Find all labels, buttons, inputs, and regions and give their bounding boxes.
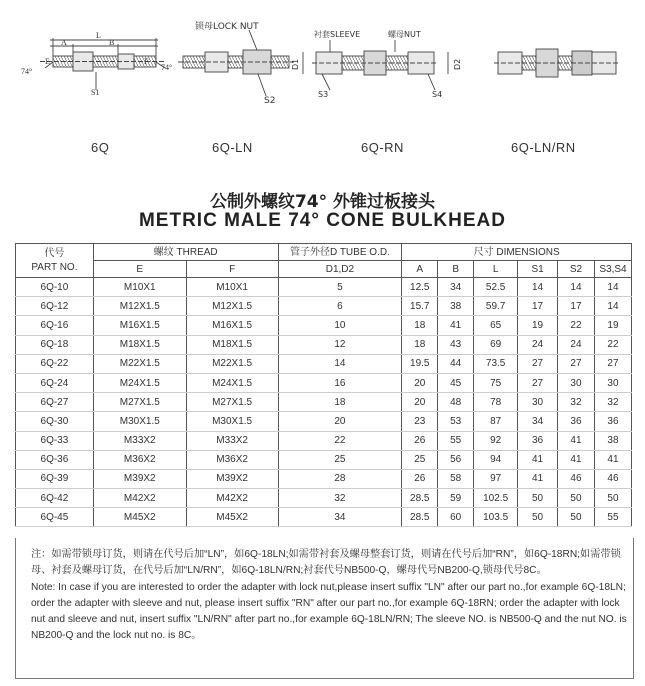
table-cell: 50 [518,508,558,527]
header-part-cn: 代号 [44,247,65,259]
table-cell: 32 [594,393,631,412]
variant-label-6q: 6Q [91,140,110,155]
table-row [16,278,632,297]
table-row [16,508,632,527]
dim-b-label: B [109,38,115,47]
table-row [16,335,632,354]
table-cell: 22 [594,335,631,354]
table-cell: 41 [518,450,558,469]
table-cell: 6Q-30 [16,412,94,431]
tag-d1: D1 [291,58,300,70]
table-cell: 28.5 [402,489,438,508]
table-cell: 92 [474,431,518,450]
table-cell: 27 [518,354,558,373]
table-cell: 27 [518,373,558,392]
table-cell: 12.5 [402,278,438,297]
table-cell: 38 [594,431,631,450]
table-row [16,412,632,431]
dim-e-label: E [45,57,50,66]
table-cell: M10X1 [93,278,186,297]
table-cell: 25 [278,450,402,469]
table-cell: M10X1 [186,278,278,297]
table-cell: 24 [518,335,558,354]
table-cell: 43 [438,335,474,354]
header-tube-od: 管子外径D TUBE O.D. [278,244,402,261]
table-cell: 52.5 [474,278,518,297]
table-cell: M12X1.5 [186,297,278,316]
table-row [16,393,632,412]
table-cell: 6Q-45 [16,508,94,527]
header-s1: S1 [518,261,558,278]
drawing-6q-ln-rn [494,49,620,77]
table-cell: M12X1.5 [93,297,186,316]
table-cell: 24 [558,335,595,354]
table-cell: 5 [278,278,402,297]
table-cell: M16X1.5 [186,316,278,335]
table-cell: 10 [278,316,402,335]
table-cell: 14 [278,354,402,373]
table-row [16,469,632,488]
table-cell: 34 [278,508,402,527]
table-cell: 17 [518,297,558,316]
tag-s3: S3 [318,90,329,99]
callout-sleeve: 衬套SLEEVE [314,30,361,39]
table-row [16,297,632,316]
table-cell: 6Q-10 [16,278,94,297]
table-cell: M24X1.5 [93,373,186,392]
table-cell: M33X2 [186,431,278,450]
table-cell: 28.5 [402,508,438,527]
table-cell: M42X2 [186,489,278,508]
table-cell: 32 [278,489,402,508]
table-cell: 87 [474,412,518,431]
table-cell: 15.7 [402,297,438,316]
table-cell: M18X1.5 [186,335,278,354]
header-d: D1,D2 [278,261,402,278]
table-cell: 14 [558,278,595,297]
table-cell: 26 [402,431,438,450]
table-cell: M33X2 [93,431,186,450]
table-cell: 34 [518,412,558,431]
table-cell: 6Q-22 [16,354,94,373]
table-cell: M22X1.5 [93,354,186,373]
table-cell: 30 [594,373,631,392]
table-cell: 27 [558,354,595,373]
header-f: F [186,261,278,278]
table-cell: 26 [402,469,438,488]
tag-s2: S2 [264,96,276,106]
drawing-6q-ln [178,30,294,96]
header-b: B [438,261,474,278]
tag-d2: D2 [453,58,462,70]
table-cell: M30X1.5 [93,412,186,431]
table-cell: 55 [594,508,631,527]
table-cell: M27X1.5 [186,393,278,412]
table-cell: 20 [402,393,438,412]
table-cell: 50 [518,489,558,508]
table-cell: 44 [438,354,474,373]
table-cell: 6Q-24 [16,373,94,392]
table-cell: 6Q-16 [16,316,94,335]
table-cell: M39X2 [93,469,186,488]
table-cell: 19.5 [402,354,438,373]
header-part-no [16,244,94,278]
table-cell: 53 [438,412,474,431]
table-row [16,450,632,469]
title-english: METRIC MALE 74° CONE BULKHEAD [138,210,506,231]
table-cell: 30 [518,393,558,412]
dimension-table [15,243,632,527]
table-cell: M36X2 [186,450,278,469]
table-cell: 78 [474,393,518,412]
table-cell: 58 [438,469,474,488]
title-chinese: 公制外螺纹74° 外锥过板接头 [209,192,436,212]
variant-label-6q-ln-rn: 6Q-LN/RN [511,140,576,155]
table-cell: 102.5 [474,489,518,508]
table-cell: M45X2 [93,508,186,527]
dim-l-label: L [96,31,101,40]
note-english: Note: In case if you are interested to order the adapter with lock nut,please insert suffix "LN" after our part no.,for example 6Q-18LN; order the adapter with sleeve and nut, please insert suffix "RN" after our part no.,for example 6Q-18RN; order the adapter with lock nut and sleeve and nut, insert suffix "LN/RN" after part no.,for example 6Q-18LN/RN; The sleeve NO. is NB500-Q and the nut NO. is NB200-Q and the lock nut no. is 8C。 [31,581,627,642]
table-cell: 60 [438,508,474,527]
table-row [16,354,632,373]
table-cell: M45X2 [186,508,278,527]
table-cell: 19 [518,316,558,335]
drawing-6q-rn [303,40,448,90]
header-part-en: PART NO. [31,261,78,273]
table-cell: M36X2 [93,450,186,469]
table-cell: 17 [558,297,595,316]
table-cell: 14 [594,297,631,316]
table-cell: 20 [402,373,438,392]
table-cell: 6Q-42 [16,489,94,508]
table-cell: 18 [402,316,438,335]
table-cell: 36 [558,412,595,431]
table-cell: 73.5 [474,354,518,373]
table-cell: 6 [278,297,402,316]
table-cell: 69 [474,335,518,354]
table-cell: 55 [438,431,474,450]
table-cell: M16X1.5 [93,316,186,335]
variant-label-6q-rn: 6Q-RN [361,140,404,155]
table-cell: 20 [278,412,402,431]
dim-a-label: A [61,38,67,47]
table-cell: 97 [474,469,518,488]
table-cell: 41 [438,316,474,335]
table-cell: 36 [518,431,558,450]
table-row [16,373,632,392]
table-cell: 23 [402,412,438,431]
table-cell: 41 [518,469,558,488]
table-cell: 59.7 [474,297,518,316]
table-cell: 36 [594,412,631,431]
table-cell: 28 [278,469,402,488]
table-cell: 94 [474,450,518,469]
table-cell: 56 [438,450,474,469]
table-cell: 6Q-39 [16,469,94,488]
table-cell: 50 [558,508,595,527]
header-a: A [402,261,438,278]
header-e: E [93,261,186,278]
header-s34: S3,S4 [594,261,631,278]
table-cell: 75 [474,373,518,392]
table-body [16,278,632,527]
table-cell: 18 [278,393,402,412]
dim-f-label: F [144,57,149,66]
header-l: L [474,261,518,278]
callout-nut: 螺母NUT [388,30,421,39]
table-cell: 65 [474,316,518,335]
table-cell: 19 [594,316,631,335]
table-cell: 16 [278,373,402,392]
table-cell: 6Q-12 [16,297,94,316]
header-dimensions: 尺寸 DIMENSIONS [402,244,632,261]
table-cell: M22X1.5 [186,354,278,373]
table-cell: 103.5 [474,508,518,527]
table-cell: M39X2 [186,469,278,488]
table-cell: M30X1.5 [186,412,278,431]
table-cell: 6Q-18 [16,335,94,354]
angle-label-right: 74° [161,63,173,72]
table-cell: 50 [558,489,595,508]
header-s2: S2 [558,261,595,278]
table-cell: 41 [594,450,631,469]
tag-s4: S4 [432,90,443,99]
table-cell: 30 [558,373,595,392]
variant-label-6q-ln: 6Q-LN [212,140,253,155]
table-cell: M18X1.5 [93,335,186,354]
table-cell: 14 [594,278,631,297]
table-cell: 25 [402,450,438,469]
table-cell: 48 [438,393,474,412]
table-cell: M42X2 [93,489,186,508]
table-cell: 46 [558,469,595,488]
table-cell: 6Q-27 [16,393,94,412]
table-cell: 27 [594,354,631,373]
table-cell: 22 [278,431,402,450]
table-cell: 41 [558,431,595,450]
header-thread: 螺纹 THREAD [93,244,278,261]
table-cell: 50 [594,489,631,508]
table-cell: 38 [438,297,474,316]
table-cell: 12 [278,335,402,354]
table-row [16,489,632,508]
table-cell: 32 [558,393,595,412]
table-cell: 14 [518,278,558,297]
fitting-drawings [0,0,645,140]
dim-s1-label: S1 [91,88,100,97]
table-cell: 46 [594,469,631,488]
table-row [16,431,632,450]
table-cell: 6Q-36 [16,450,94,469]
table-cell: 6Q-33 [16,431,94,450]
table-cell: 34 [438,278,474,297]
table-cell: 22 [558,316,595,335]
table-cell: 41 [558,450,595,469]
table-row [16,316,632,335]
callout-lock-nut: 锁母LOCK NUT [195,22,259,32]
table-cell: 59 [438,489,474,508]
note-chinese: 注：如需带锁母订货，则请在代号后加“LN”，如6Q-18LN;如需带衬套及螺母整套订货，则请在代号后加“RN”，如6Q-18RN;如需带锁母、衬套及螺母订货，在代号后加“LN/RN”，如6Q-18LN/RN;衬套代号NB500-Q，螺母代号NB200-Q,锁母代号8C。 [31,549,621,577]
table-cell: M27X1.5 [93,393,186,412]
table-cell: 45 [438,373,474,392]
angle-label-left: 74° [21,67,33,76]
note-section [31,547,631,645]
table-cell: 18 [402,335,438,354]
table-cell: M24X1.5 [186,373,278,392]
